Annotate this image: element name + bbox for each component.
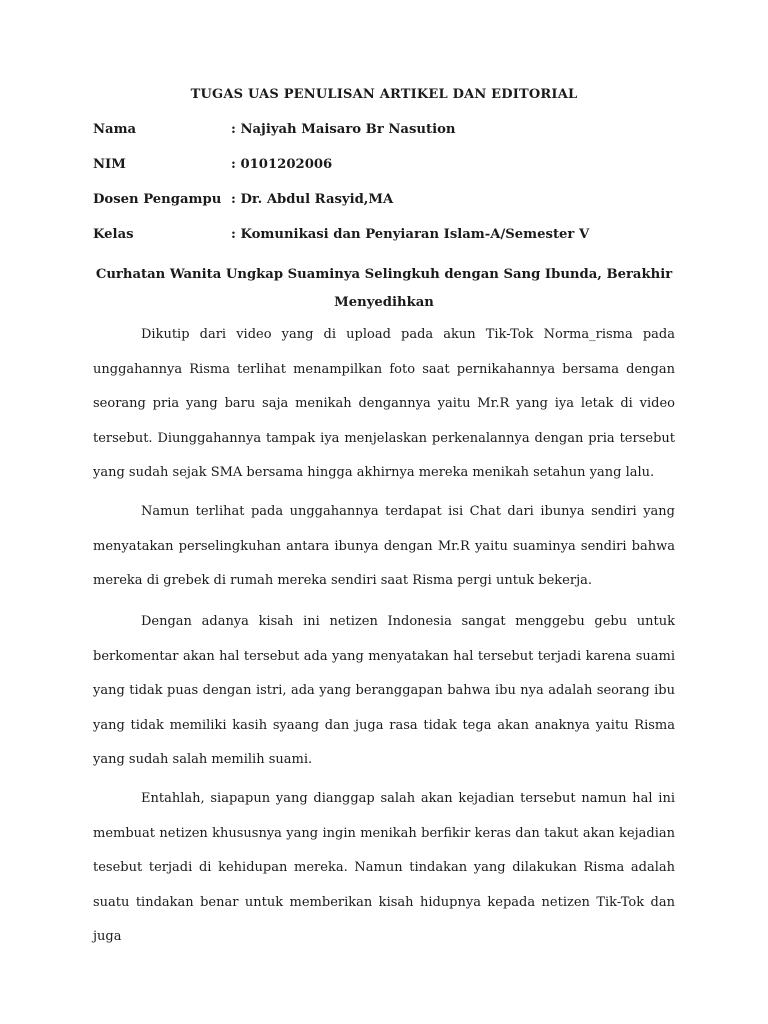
meta-label-dosen: Dosen Pengampu [93, 192, 222, 207]
meta-value-kelas: : Komunikasi dan Penyiaran Islam-A/Semester V [231, 227, 590, 242]
meta-value-dosen: : Dr. Abdul Rasyid,MA [231, 192, 394, 207]
meta-row-kelas [93, 227, 693, 247]
document-title: TUGAS UAS PENULISAN ARTIKEL DAN EDITORIAL [190, 87, 578, 102]
meta-row-dosen [93, 192, 693, 212]
paragraph-4: Entahlah, siapapun yang dianggap salah akan kejadian tersebut namun hal ini membuat netizen khususnya yang ingin menikah berfikir keras dan takut akan kejadian tesebut terjadi di kehidupan mereka. Namun tindakan yang dilakukan Risma adalah suatu tindakan benar untuk memberikan kisah hidupnya kepada netizen Tik-Tok dan juga [93, 791, 675, 944]
meta-label-nim: NIM [93, 157, 126, 172]
meta-value-nim: : 0101202006 [231, 157, 333, 172]
meta-label-kelas: Kelas [93, 227, 134, 242]
paragraph-3: Dengan adanya kisah ini netizen Indonesia sangat menggebu gebu untuk berkomentar akan hal tersebut ada yang menyatakan hal tersebut terjadi karena suami yang tidak puas dengan istri, ada yang beranggapan bahwa ibu nya adalah seorang ibu yang tidak memiliki kasih syaang dan juga rasa tidak tega akan anaknya yaitu Risma yang sudah salah memilih suami. [93, 614, 675, 767]
meta-row-nama [93, 122, 693, 142]
meta-label-nama: Nama [93, 122, 137, 137]
meta-value-nama: : Najiyah Maisaro Br Nasution [231, 122, 456, 137]
meta-row-nim [93, 157, 693, 177]
paragraph-2: Namun terlihat pada unggahannya terdapat isi Chat dari ibunya sendiri yang menyatakan perselingkuhan antara ibunya dengan Mr.R yaitu suaminya sendiri bahwa mereka di grebek di rumah mereka sendiri saat Risma pergi untuk bekerja. [93, 504, 675, 588]
article-headline: Curhatan Wanita Ungkap Suaminya Selingkuh dengan Sang Ibunda, Berakhir Menyedihkan [95, 267, 673, 310]
paragraph-1: Dikutip dari video yang di upload pada akun Tik-Tok Norma_risma pada unggahannya Risma terlihat menampilkan foto saat pernikahannya bersama dengan seorang pria yang baru saja menikah dengannya yaitu Mr.R yang iya letak di video tersebut. Diunggahannya tampak iya menjelaskan perkenalannya dengan pria tersebut yang sudah sejak SMA bersama hingga akhirnya mereka menikah setahun yang lalu. [93, 327, 675, 480]
